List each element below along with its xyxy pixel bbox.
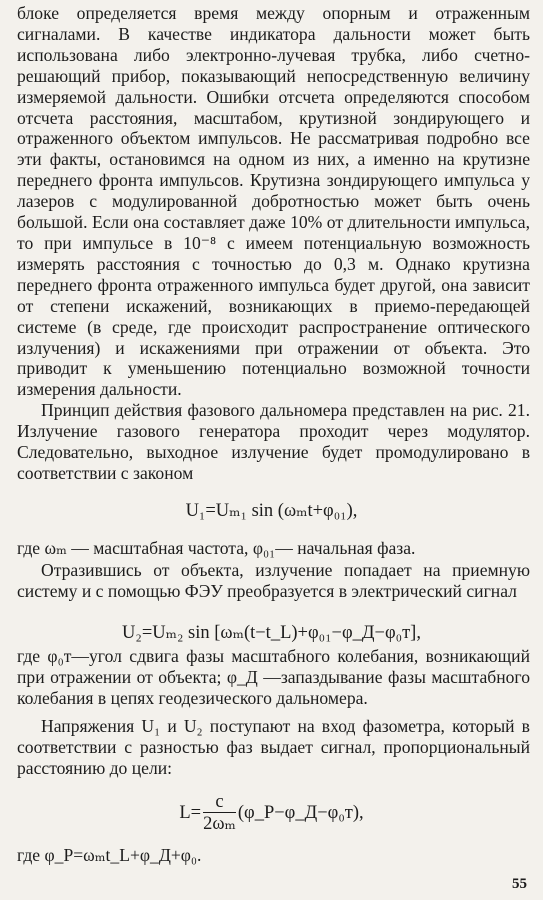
paragraph-1: блоке определяется время между опорным и отраженным сигналами. В качестве индикатора дальности может быть использована либо электронно-лучевая трубка, либо счетно-решающий прибор, показывающий непосредственную величину измеряемой дальности. Ошибки отсчета определяются способом отсчета расстояния, масштабом, крутизной зондирующего и отраженного объектом импульсов. Не рассматривая подробно все эти факты, остановимся на одном из них, а именно на крутизне переднего фронта импульсов. Крутизна зондирующего импульса у лазеров с модулированной добротностью может быть очень большой. Если она составляет даже 10% от длительности импульса, то при импульсе в 10⁻⁸ с имеем потенциальную возможность измерять расстояния с точностью до 0,3 м. Однако крутизна переднего фронта отраженного импульса будет другой, она зависит от степени искажений, возникающих в приемо-передающей системе (в среде, где происходит распространение оптического излучения) и искажениями при отражении от объекта. Это приводит к уменьшению потенциально возможной точности измерения дальности. [17, 3, 530, 400]
paragraph-4: Напряжения U₁ и U₂ поступают на вход фазометра, который в соответствии с разностью фаз выдает сигнал, пропорциональный расстоянию до цели: [17, 716, 530, 778]
formula-3-rhs: (φ_P−φ_Д−φ₀т), [237, 802, 364, 823]
body-text [17, 3, 530, 484]
formula-3-lhs: L= [179, 802, 202, 823]
paragraph-3: Отразившись от объекта, излучение попадает на приемную систему и с помощью ФЭУ преобразуется в электрический сигнал [17, 560, 530, 601]
formula-1: U₁=Uₘ₁ sin (ωₘt+φ₀₁), [185, 501, 358, 521]
formula-3-numerator: c [203, 792, 236, 813]
formula-3-denominator: 2ωₘ [203, 814, 236, 834]
paragraph-2: Принцип действия фазового дальномера представлен на рис. 21. Излучение газового генератора проходит через модулятор. Следовательно, выходное излучение будет промодулировано в соответствии с законом [17, 400, 530, 483]
where-1: где ωₘ — масштабная частота, φ₀₁— начальная фаза. [17, 538, 416, 558]
formula-2: U₂=Uₘ₂ sin [ωₘ(t−t_L)+φ₀₁−φ_Д−φ₀т], [122, 623, 421, 643]
page-number: 55 [512, 876, 527, 892]
formula-3-fraction [203, 792, 236, 835]
where-2: где φ₀т—угол сдвига фазы масштабного колебания, возникающий при отражении от объекта; φ_Д —запаздывание фазы масштабного колебания в цепях геодезического дальномера. [17, 646, 530, 708]
where-3: где φ_P=ωₘt_L+φ_Д+φ₀. [17, 845, 202, 865]
formula-3 [0, 792, 543, 835]
